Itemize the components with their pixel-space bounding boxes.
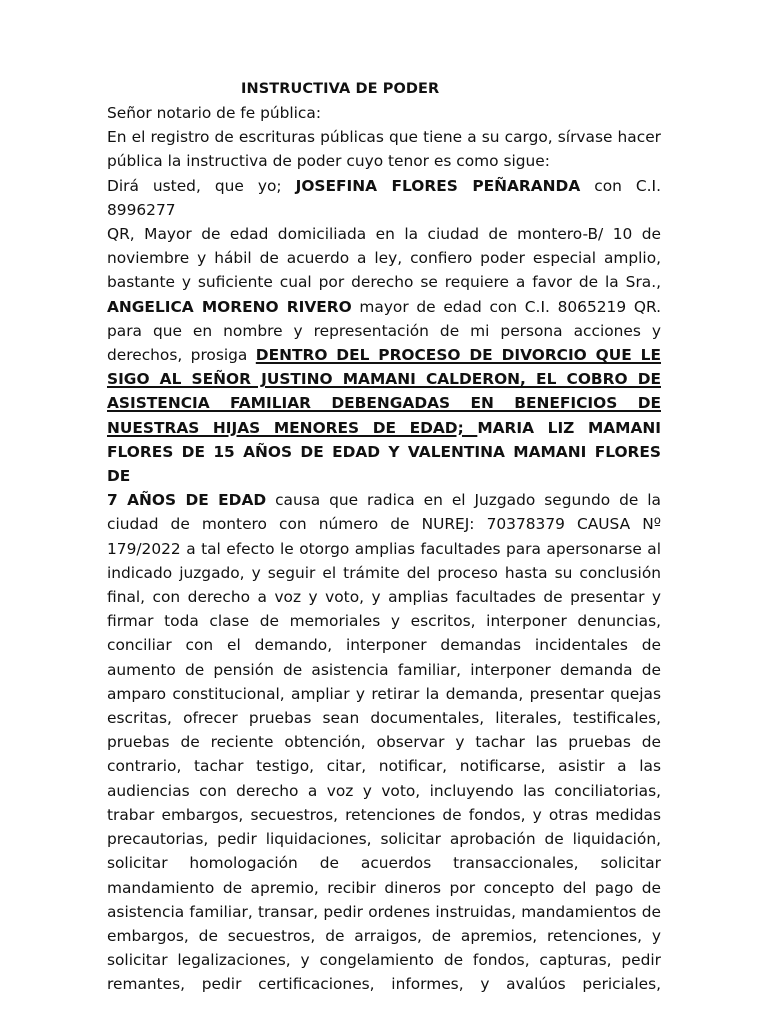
body-line: solicitar homologación de acuerdos transaccionales, solicitar <box>107 854 661 873</box>
body-line: contrario, tachar testigo, citar, notificar, notificarse, asistir a las <box>107 757 661 776</box>
document-title: INSTRUCTIVA DE PODER <box>241 81 440 97</box>
body-line: amparo constitucional, ampliar y retirar la demanda, presentar quejas <box>107 684 661 703</box>
case-description-line: SIGO AL SEÑOR JUSTINO MAMANI CALDERON, EL COBRO DE <box>107 370 661 389</box>
attorney-name: ANGELICA MORENO RIVERO <box>107 297 352 316</box>
body-line: NUESTRAS HIJAS MENORES DE EDAD; MARIA LIZ MAMANI <box>107 418 661 437</box>
body-line: QR, Mayor de edad domiciliada en la ciudad de montero-B/ 10 de <box>107 225 661 244</box>
case-description-line: ASISTENCIA FAMILIAR DEBENGADAS EN BENEFICIOS DE <box>107 394 661 413</box>
body-line: asistencia familiar, transar, pedir ordenes instruidas, mandamientos de <box>107 902 661 921</box>
body-line: 179/2022 a tal efecto le otorgo amplias facultades para apersonarse al <box>107 539 661 558</box>
body-line: mandamiento de apremio, recibir dineros por concepto del pago de <box>107 878 661 897</box>
intro-line-2: pública la instructiva de poder cuyo tenor es como sigue: <box>107 152 550 171</box>
children-names: MARIA LIZ MAMANI <box>477 418 661 437</box>
body-line: firmar toda clase de memoriales y escritos, interponer denuncias, <box>107 612 661 631</box>
body-line: aumento de pensión de asistencia familiar, interponer demanda de <box>107 660 661 679</box>
body-line: derechos, prosiga DENTRO DEL PROCESO DE DIVORCIO QUE LE <box>107 346 661 365</box>
body-line: Dirá usted, que yo; JOSEFINA FLORES PEÑARANDA con C.I. 8996277 <box>107 176 661 219</box>
body-line: noviembre y hábil de acuerdo a ley, confiero poder especial amplio, <box>107 249 661 268</box>
body-line: embargos, de secuestros, de arraigos, de apremios, retenciones, y <box>107 926 661 945</box>
body-line: audiencias con derecho a voz y voto, incluyendo las conciliatorias, <box>107 781 661 800</box>
body-line: indicado juzgado, y seguir el trámite del proceso hasta su conclusión <box>107 563 661 582</box>
body-line: solicitar legalizaciones, y congelamiento de fondos, capturas, pedir <box>107 951 661 970</box>
body-line: conciliar con el demando, interponer demandas incidentales de <box>107 636 661 655</box>
body-line: bastante y suficiente cual por derecho se requiere a favor de la Sra., <box>107 273 661 292</box>
body-line: ciudad de montero con número de NUREJ: 70378379 CAUSA Nº <box>107 515 661 534</box>
body-line: final, con derecho a voz y voto, y amplias facultades de presentar y <box>107 588 661 607</box>
body-line: escritas, ofrecer pruebas sean documentales, literales, testificales, <box>107 709 661 728</box>
body-line: remantes, pedir certificaciones, informes, y avalúos periciales, <box>107 975 661 994</box>
body-line: FLORES DE 15 AÑOS DE EDAD Y VALENTINA MAMANI FLORES DE <box>107 442 661 486</box>
body-line: pruebas de reciente obtención, observar y tachar las pruebas de <box>107 733 661 752</box>
body-line: para que en nombre y representación de mi persona acciones y <box>107 321 661 340</box>
body-line: ANGELICA MORENO RIVERO mayor de edad con C.I. 8065219 QR. <box>107 297 661 316</box>
salutation: Señor notario de fe pública: <box>107 104 322 122</box>
case-description: DENTRO DEL PROCESO DE DIVORCIO QUE LE <box>255 346 661 365</box>
grantor-name: JOSEFINA FLORES PEÑARANDA <box>295 176 581 195</box>
body-line: trabar embargos, secuestros, retenciones de fondos, y otras medidas <box>107 805 661 824</box>
body-line: precautorias, pedir liquidaciones, solicitar aprobación de liquidación, <box>107 830 661 849</box>
intro-line-1: En el registro de escrituras públicas que tiene a su cargo, sírvase hacer <box>107 128 661 147</box>
body-line: 7 AÑOS DE EDAD causa que radica en el Juzgado segundo de la <box>107 491 661 510</box>
